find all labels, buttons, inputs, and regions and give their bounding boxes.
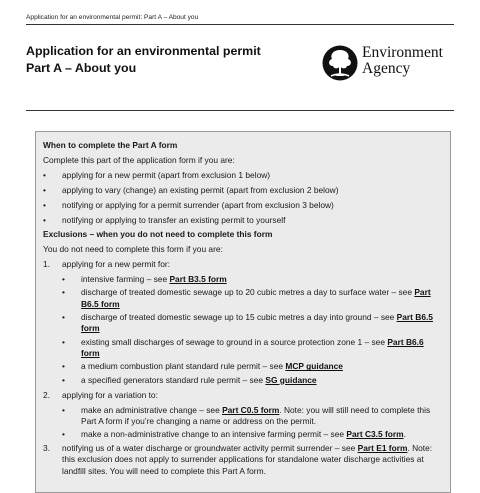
document-title: Application for an environmental permit <box>26 44 261 58</box>
exclusion-sub-item <box>43 337 443 360</box>
bullet-icon: • <box>62 287 65 298</box>
sub-item-text-after: . <box>403 429 406 440</box>
exclusion-sub-item <box>43 361 443 373</box>
when-bullet <box>43 168 443 183</box>
exclusions-intro: You do not need to complete this form if you are: <box>43 244 223 255</box>
sub-item-text-after: . Note: you will still need to complete this Part A form if you’re changing a name or address on the permit. <box>81 404 431 427</box>
sub-item-text: discharge of treated domestic sewage up to 15 cubic metres a day into ground – see <box>81 311 397 322</box>
part-b6-6-form-link[interactable]: Part B6.6 form <box>81 336 424 359</box>
when-intro: Complete this part of the application form if you are: <box>43 154 235 165</box>
when-bullet <box>43 198 443 213</box>
exclusion-item-2 <box>43 388 443 403</box>
sub-item-text: a specified generators standard rule permit – see <box>81 374 266 385</box>
guidance-content <box>43 138 443 477</box>
exclusion-item-3 <box>43 443 443 478</box>
exclusion-sub-item <box>43 287 443 310</box>
sub-item-text: make an administrative change – see <box>81 404 223 415</box>
item-text: notifying us of a water discharge or groundwater activity permit surrender – see <box>62 442 358 453</box>
part-c3-5-form-link[interactable]: Part C3.5 form <box>346 429 404 440</box>
header-rule <box>26 24 454 25</box>
bullet-icon: • <box>62 336 65 347</box>
exclusion-sub-item <box>43 429 443 441</box>
part-c0-5-form-link[interactable]: Part C0.5 form <box>222 404 280 415</box>
logo-wordmark <box>362 45 443 77</box>
when-bullet <box>43 213 443 228</box>
sub-item-text: intensive farming – see <box>81 273 170 284</box>
when-bullet <box>43 183 443 198</box>
exclusion-sub-item <box>43 274 443 286</box>
exclusion-sub-item <box>43 375 443 387</box>
sub-item-text: a medium combustion plant standard rule permit – see <box>81 361 286 372</box>
item-text: applying for a variation to: <box>62 390 158 401</box>
bullet-icon: • <box>62 273 65 284</box>
sub-item-text: existing small discharges of sewage to ground in a source protection zone 1 – see <box>81 336 388 347</box>
exclusion-sub-item <box>43 312 443 335</box>
exclusions-heading: Exclusions – when you do not need to complete this form <box>43 229 273 240</box>
part-b6-5-form-link[interactable]: Part B6.5 form <box>81 287 431 309</box>
when-bullet-text: applying to vary (change) an existing permit (apart from exclusion 2 below) <box>62 184 339 195</box>
item-number: 2. <box>43 390 50 401</box>
part-e1-form-link[interactable]: Part E1 form <box>357 442 408 453</box>
sg-guidance-link[interactable]: SG guidance <box>265 374 317 385</box>
item-number: 1. <box>43 259 50 270</box>
when-bullet-text: notifying or applying for a permit surrender (apart from exclusion 3 below) <box>62 199 334 210</box>
sub-item-text: discharge of treated domestic sewage up to 20 cubic metres a day to surface water – see <box>81 287 415 298</box>
environment-agency-tree-icon <box>322 43 358 83</box>
exclusion-item-1 <box>43 257 443 272</box>
sub-item-text: make a non-administrative change to an intensive farming permit – see <box>81 429 347 440</box>
bullet-icon: • <box>62 429 65 440</box>
item-text: applying for a new permit for: <box>62 259 170 270</box>
item-text-after: . Note: this exclusion does not apply to surrender applications for standalone water discharge activities at landfill sites. You will need to complete this Part A form. <box>62 442 433 476</box>
guidance-box <box>35 131 451 493</box>
bullet-icon: • <box>43 199 46 210</box>
part-b6-5-form-link[interactable]: Part B6.5 form <box>81 311 433 334</box>
logo-line-1: Environment <box>362 44 443 61</box>
title-block <box>26 43 261 77</box>
part-b3-5-form-link[interactable]: Part B3.5 form <box>169 273 227 284</box>
running-header: Application for an environmental permit: Part A – About you <box>26 14 199 21</box>
logo-line-2: Agency <box>362 60 411 77</box>
bullet-icon: • <box>62 361 65 372</box>
document-subtitle: Part A – About you <box>26 61 137 75</box>
exclusion-sub-item <box>43 405 443 428</box>
bullet-icon: • <box>62 311 65 322</box>
environment-agency-logo <box>322 43 454 83</box>
section-rule <box>26 110 454 111</box>
when-heading: When to complete the Part A form <box>43 140 178 150</box>
mcp-guidance-link[interactable]: MCP guidance <box>285 361 343 372</box>
bullet-icon: • <box>43 214 46 225</box>
when-bullet-text: notifying or applying to transfer an existing permit to yourself <box>62 214 286 225</box>
bullet-icon: • <box>62 404 65 415</box>
when-bullet-text: applying for a new permit (apart from exclusion 1 below) <box>62 169 271 180</box>
bullet-icon: • <box>43 184 46 195</box>
item-number: 3. <box>43 442 50 453</box>
bullet-icon: • <box>43 169 46 180</box>
bullet-icon: • <box>62 374 65 385</box>
